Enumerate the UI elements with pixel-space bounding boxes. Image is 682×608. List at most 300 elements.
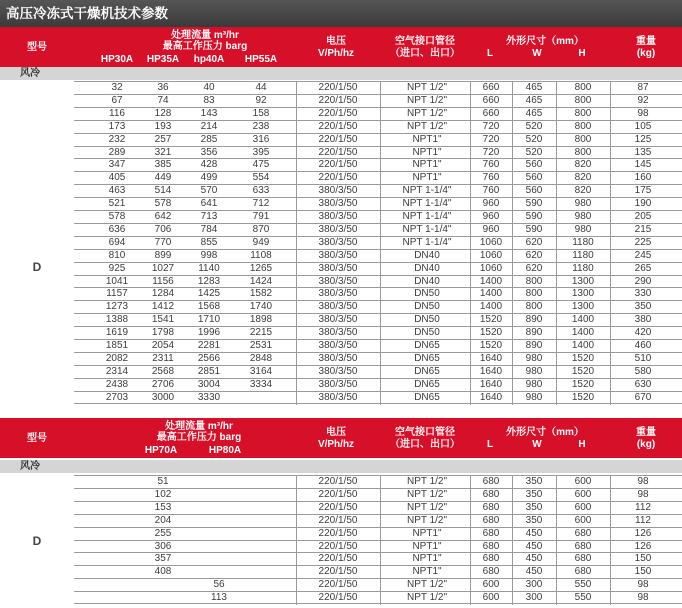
column-divider xyxy=(380,475,381,605)
table-row xyxy=(74,313,682,325)
table-cell: 660 xyxy=(482,107,500,119)
header-weight: 重量 xyxy=(636,427,656,438)
table-cell: 499 xyxy=(200,172,218,184)
table-cell: 32 xyxy=(111,82,123,93)
table-cell: 620 xyxy=(525,262,543,274)
table-cell: DN65 xyxy=(414,340,440,351)
table-cell: 160 xyxy=(634,172,652,184)
table-cell: NPT 1/2" xyxy=(406,94,448,106)
table-cell: 321 xyxy=(154,146,172,158)
table-cell: 380/3/50 xyxy=(318,211,358,222)
table-cell: 36 xyxy=(157,82,169,93)
table-cell: 1300 xyxy=(571,301,595,313)
table-cell: 87 xyxy=(637,82,649,93)
table-cell: 980 xyxy=(574,211,592,222)
table-cell: 680 xyxy=(482,553,500,565)
table-row xyxy=(74,591,682,604)
table-cell: 220/1/50 xyxy=(318,94,358,106)
table-cell: DN65 xyxy=(414,391,440,403)
table-cell: 800 xyxy=(574,82,592,93)
table-cell: 2531 xyxy=(249,340,273,351)
header-pressure-title: 最高工作压力 barg xyxy=(156,432,242,443)
table-cell: 1640 xyxy=(479,378,503,390)
header-weight-unit: (kg) xyxy=(636,48,656,59)
table-cell: 128 xyxy=(154,107,172,119)
model-series-label: D xyxy=(32,260,42,274)
table-cell: 220/1/50 xyxy=(318,476,358,487)
table-row xyxy=(74,120,682,132)
table-cell: 357 xyxy=(154,553,172,565)
table-cell: DN40 xyxy=(414,249,440,261)
table-cell: 820 xyxy=(574,185,592,197)
table-cell: NPT 1/2" xyxy=(406,488,448,500)
table-cell: 712 xyxy=(252,198,270,210)
header-pressure-title: 最高工作压力 barg xyxy=(162,41,248,52)
table-cell: NPT 1/2" xyxy=(406,514,448,526)
table-cell: 126 xyxy=(634,540,652,552)
table-cell: 590 xyxy=(525,198,543,210)
table-cell: 1520 xyxy=(571,378,595,390)
header-voltage: 电压 xyxy=(326,36,346,47)
table-cell: 641 xyxy=(200,198,218,210)
table-row xyxy=(74,365,682,377)
table-cell: 350 xyxy=(634,301,652,313)
table-cell: 680 xyxy=(574,540,592,552)
table-cell: NPT1" xyxy=(412,540,442,552)
column-divider xyxy=(512,81,513,405)
table-cell: NPT 1-1/4" xyxy=(402,211,452,222)
table-cell: NPT 1/2" xyxy=(406,501,448,513)
table-cell: 670 xyxy=(634,391,652,403)
column-divider xyxy=(296,81,297,405)
table-cell: 112 xyxy=(635,501,651,513)
header-dim-w: W xyxy=(532,439,542,450)
table-row xyxy=(74,171,682,183)
table-cell: 1640 xyxy=(479,352,503,364)
header-voltage-unit: V/Ph/hz xyxy=(317,48,355,59)
table-cell: 720 xyxy=(482,133,500,145)
table-cell: 1388 xyxy=(105,314,129,326)
table-cell: 3164 xyxy=(249,365,273,377)
table-cell: DN50 xyxy=(414,288,440,300)
table-cell: 465 xyxy=(525,82,543,93)
table-cell: 125 xyxy=(634,133,652,145)
table-cell: 450 xyxy=(525,540,543,552)
table-cell: 238 xyxy=(252,120,270,132)
table-cell: 800 xyxy=(525,275,543,287)
table-cell: 1400 xyxy=(479,301,503,313)
column-divider xyxy=(380,81,381,405)
table-cell: 760 xyxy=(482,172,500,184)
table-cell: 3330 xyxy=(197,391,221,403)
table-cell: 1640 xyxy=(479,391,503,403)
table-cell: NPT1" xyxy=(412,159,442,171)
table-cell: 350 xyxy=(525,514,543,526)
table-cell: 380/3/50 xyxy=(318,275,358,287)
table-cell: NPT1" xyxy=(412,553,442,565)
table-cell: 2851 xyxy=(197,365,221,377)
table-cell: 590 xyxy=(525,211,543,222)
table-cell: 145 xyxy=(634,159,652,171)
table-cell: 380/3/50 xyxy=(318,249,358,261)
table-cell: 1265 xyxy=(249,262,273,274)
table-cell: 232 xyxy=(108,133,126,145)
table-cell: 113 xyxy=(211,592,227,604)
table-cell: 380 xyxy=(634,314,652,326)
header-dim-l: L xyxy=(486,48,494,59)
table-cell: 1541 xyxy=(151,314,175,326)
table-cell: 980 xyxy=(525,378,543,390)
section-label: 风冷 xyxy=(0,460,682,473)
table-cell: 405 xyxy=(108,172,126,184)
table-cell: 1273 xyxy=(105,301,129,313)
table-row xyxy=(74,133,682,145)
table-cell: 720 xyxy=(482,146,500,158)
table-cell: 660 xyxy=(482,82,500,93)
table-cell: 1520 xyxy=(571,365,595,377)
column-divider xyxy=(556,475,557,605)
table-row xyxy=(74,391,682,404)
header-pipe-note: （进口、出口） xyxy=(390,48,460,59)
table-row xyxy=(74,352,682,364)
header-model-name: HP35A xyxy=(146,54,180,65)
table-cell: DN50 xyxy=(414,314,440,326)
table-cell: 245 xyxy=(634,249,652,261)
table-row xyxy=(74,210,682,222)
table-row xyxy=(74,287,682,299)
table-cell: 1300 xyxy=(571,288,595,300)
table-cell: 220/1/50 xyxy=(318,579,358,591)
table-cell: NPT 1/2" xyxy=(406,476,448,487)
table-cell: 520 xyxy=(525,146,543,158)
header-voltage-unit: V/Ph/hz xyxy=(317,439,355,450)
table-cell: 2082 xyxy=(105,352,129,364)
table-row xyxy=(74,197,682,209)
table-cell: 380/3/50 xyxy=(318,262,358,274)
table-cell: 3004 xyxy=(197,378,221,390)
table-cell: 2281 xyxy=(197,340,221,351)
table-cell: 680 xyxy=(482,514,500,526)
table-cell: 680 xyxy=(574,527,592,539)
table-cell: 890 xyxy=(525,340,543,351)
table-cell: 380/3/50 xyxy=(318,314,358,326)
table-cell: 1520 xyxy=(479,314,503,326)
table-cell: 44 xyxy=(255,82,267,93)
table-cell: 220/1/50 xyxy=(318,120,358,132)
column-divider xyxy=(610,81,611,405)
table-cell: 67 xyxy=(111,94,123,106)
table-cell: 83 xyxy=(203,94,215,106)
header-dim-w: W xyxy=(532,48,542,59)
table-cell: 116 xyxy=(109,107,125,119)
table-cell: 2314 xyxy=(105,365,129,377)
table-cell: 680 xyxy=(482,540,500,552)
table-cell: 2215 xyxy=(249,327,273,339)
table-cell: 1060 xyxy=(479,236,503,248)
table-cell: 578 xyxy=(108,211,126,222)
header-model: 型号 xyxy=(27,433,47,444)
table-cell: NPT1" xyxy=(412,566,442,578)
table-cell: 265 xyxy=(634,262,652,274)
table-cell: 475 xyxy=(252,159,270,171)
table-cell: 680 xyxy=(482,488,500,500)
table-cell: 855 xyxy=(200,236,218,248)
header-model-name: HP80A xyxy=(208,445,242,456)
table-cell: 92 xyxy=(637,94,649,106)
table-cell: NPT1" xyxy=(412,172,442,184)
table-cell: 800 xyxy=(574,120,592,132)
table-cell: 190 xyxy=(634,198,652,210)
table-cell: NPT 1-1/4" xyxy=(402,198,452,210)
table-cell: 560 xyxy=(525,159,543,171)
table-cell: NPT 1/2" xyxy=(406,592,448,604)
table-row xyxy=(74,578,682,590)
header-dim-h: H xyxy=(578,439,586,450)
table-cell: 1400 xyxy=(571,314,595,326)
table-cell: 449 xyxy=(154,172,172,184)
table-cell: 791 xyxy=(252,211,270,222)
table-cell: 1412 xyxy=(151,301,175,313)
table-cell: 255 xyxy=(154,527,172,539)
table-cell: 636 xyxy=(108,223,126,235)
table-cell: 350 xyxy=(525,476,543,487)
table-cell: 220/1/50 xyxy=(318,553,358,565)
table-cell: 980 xyxy=(525,352,543,364)
table-cell: NPT1" xyxy=(412,527,442,539)
spec-table xyxy=(0,475,682,605)
table-cell: 1851 xyxy=(105,340,129,351)
column-divider xyxy=(470,81,471,405)
header-model-name: HP55A xyxy=(244,54,278,65)
table-cell: 980 xyxy=(574,223,592,235)
table-cell: 1060 xyxy=(479,262,503,274)
header-model-name: HP30A xyxy=(100,54,134,65)
table-cell: NPT 1-1/4" xyxy=(402,223,452,235)
header-dimensions: 外形尺寸（mm） xyxy=(506,36,584,47)
table-cell: 220/1/50 xyxy=(318,540,358,552)
table-cell: 220/1/50 xyxy=(318,146,358,158)
table-cell: DN50 xyxy=(414,301,440,313)
table-cell: 300 xyxy=(525,592,543,604)
table-row xyxy=(74,81,682,93)
table-cell: 600 xyxy=(574,501,592,513)
table-cell: 642 xyxy=(154,211,172,222)
table-cell: 347 xyxy=(108,159,126,171)
table-cell: NPT 1-1/4" xyxy=(402,236,452,248)
table-cell: 356 xyxy=(200,146,218,158)
table-cell: 600 xyxy=(574,488,592,500)
table-row xyxy=(74,184,682,196)
table-cell: 760 xyxy=(482,185,500,197)
table-cell: 175 xyxy=(634,185,652,197)
header-flow-title: 处理流量 m³/hr xyxy=(165,421,233,432)
table-cell: 1060 xyxy=(479,249,503,261)
table-cell: 300 xyxy=(525,579,543,591)
table-cell: 1180 xyxy=(572,236,594,248)
table-cell: 380/3/50 xyxy=(318,327,358,339)
table-cell: 220/1/50 xyxy=(318,159,358,171)
table-cell: 220/1/50 xyxy=(318,488,358,500)
table-cell: 1027 xyxy=(151,262,175,274)
table-cell: 694 xyxy=(108,236,126,248)
table-cell: NPT1" xyxy=(412,146,442,158)
table-cell: 463 xyxy=(108,185,126,197)
table-cell: 330 xyxy=(634,288,652,300)
table-cell: 1041 xyxy=(105,275,129,287)
table-cell: 600 xyxy=(482,579,500,591)
table-row xyxy=(74,146,682,158)
table-row xyxy=(74,94,682,106)
table-cell: 560 xyxy=(525,185,543,197)
table-cell: 980 xyxy=(525,365,543,377)
table-cell: 428 xyxy=(200,159,218,171)
table-cell: 112 xyxy=(635,514,651,526)
table-cell: 620 xyxy=(525,236,543,248)
table-cell: 1140 xyxy=(198,262,220,274)
table-cell: 1180 xyxy=(572,262,594,274)
table-cell: DN50 xyxy=(414,327,440,339)
table-cell: 460 xyxy=(634,340,652,351)
header-model: 型号 xyxy=(27,42,47,53)
header-pipe: 空气接口管径 xyxy=(395,36,455,47)
table-cell: 520 xyxy=(525,120,543,132)
table-cell: 680 xyxy=(574,566,592,578)
table-cell: 800 xyxy=(574,146,592,158)
table-cell: 1996 xyxy=(197,327,221,339)
table-cell: 3000 xyxy=(151,391,175,403)
table-cell: 580 xyxy=(634,365,652,377)
column-divider xyxy=(556,81,557,405)
table-cell: 316 xyxy=(252,133,270,145)
table-row xyxy=(74,158,682,170)
table-cell: 290 xyxy=(634,275,652,287)
table-cell: 899 xyxy=(154,249,172,261)
table-cell: 800 xyxy=(525,288,543,300)
table-cell: 890 xyxy=(525,327,543,339)
table-cell: 550 xyxy=(574,592,592,604)
table-cell: 980 xyxy=(574,198,592,210)
table-row xyxy=(74,262,682,274)
table-cell: 220/1/50 xyxy=(318,133,358,145)
table-cell: 949 xyxy=(252,236,270,248)
table-cell: 1300 xyxy=(571,275,595,287)
table-row xyxy=(74,552,682,564)
table-cell: 465 xyxy=(525,107,543,119)
table-cell: 1400 xyxy=(479,275,503,287)
table-row xyxy=(74,475,682,487)
table-cell: 135 xyxy=(634,146,652,158)
table-cell: 408 xyxy=(154,566,172,578)
table-cell: 380/3/50 xyxy=(318,378,358,390)
table-row xyxy=(74,236,682,248)
table-cell: 98 xyxy=(637,592,649,604)
table-cell: 220/1/50 xyxy=(318,527,358,539)
table-cell: 578 xyxy=(154,198,172,210)
table-cell: 380/3/50 xyxy=(318,352,358,364)
column-divider xyxy=(512,475,513,605)
table-cell: 2311 xyxy=(152,352,174,364)
table-cell: 2703 xyxy=(105,391,129,403)
table-cell: 220/1/50 xyxy=(318,566,358,578)
header-model-name: hp40A xyxy=(193,54,225,65)
table-cell: NPT 1/2" xyxy=(406,82,448,93)
table-cell: 380/3/50 xyxy=(318,301,358,313)
table-cell: 510 xyxy=(634,352,652,364)
table-cell: 633 xyxy=(252,185,270,197)
table-cell: 620 xyxy=(525,249,543,261)
table-cell: 600 xyxy=(482,592,500,604)
table-cell: 680 xyxy=(482,476,500,487)
table-cell: 870 xyxy=(252,223,270,235)
table-row xyxy=(74,249,682,261)
spec-table xyxy=(0,81,682,405)
table-cell: 465 xyxy=(525,94,543,106)
table-cell: 380/3/50 xyxy=(318,365,358,377)
table-row xyxy=(74,326,682,338)
table-cell: 2706 xyxy=(151,378,175,390)
table-cell: 105 xyxy=(634,120,652,132)
header-dim-l: L xyxy=(486,439,494,450)
table-cell: 1400 xyxy=(479,288,503,300)
table-cell: 630 xyxy=(634,378,652,390)
table-cell: 680 xyxy=(482,527,500,539)
header-pipe-note: （进口、出口） xyxy=(390,439,460,450)
table-cell: 380/3/50 xyxy=(318,340,358,351)
table-cell: DN40 xyxy=(414,262,440,274)
table-cell: 2566 xyxy=(197,352,221,364)
table-cell: 1710 xyxy=(197,314,221,326)
table-cell: 420 xyxy=(634,327,652,339)
table-cell: 1520 xyxy=(479,327,503,339)
table-cell: 960 xyxy=(482,211,500,222)
table-cell: 2438 xyxy=(105,378,129,390)
table-cell: 150 xyxy=(634,566,652,578)
table-row xyxy=(74,223,682,235)
table-cell: 550 xyxy=(574,579,592,591)
table-cell: 1740 xyxy=(249,301,273,313)
table-cell: 1898 xyxy=(249,314,273,326)
table-cell: 102 xyxy=(154,488,172,500)
table-cell: 98 xyxy=(637,579,649,591)
table-row xyxy=(74,565,682,577)
table-cell: DN40 xyxy=(414,275,440,287)
table-cell: 74 xyxy=(157,94,169,106)
header-dimensions: 外形尺寸（mm） xyxy=(506,427,584,438)
table-cell: 153 xyxy=(154,501,172,513)
table-cell: 56 xyxy=(213,579,225,591)
header-weight-unit: (kg) xyxy=(636,439,656,450)
table-cell: 521 xyxy=(108,198,126,210)
table-cell: 1798 xyxy=(151,327,175,339)
table-cell: 820 xyxy=(574,172,592,184)
table-cell: 800 xyxy=(525,301,543,313)
table-cell: 385 xyxy=(154,159,172,171)
table-cell: 998 xyxy=(200,249,218,261)
table-cell: 720 xyxy=(482,120,500,132)
table-cell: 98 xyxy=(637,488,649,500)
table-cell: 1157 xyxy=(106,288,128,300)
table-cell: 554 xyxy=(252,172,270,184)
table-cell: 560 xyxy=(525,172,543,184)
table-cell: 215 xyxy=(634,223,652,235)
table-cell: 980 xyxy=(525,391,543,403)
table-cell: 380/3/50 xyxy=(318,185,358,197)
table-cell: 1425 xyxy=(197,288,221,300)
table-cell: 784 xyxy=(200,223,218,235)
table-cell: 770 xyxy=(154,236,172,248)
table-cell: 450 xyxy=(525,566,543,578)
table-cell: 800 xyxy=(574,94,592,106)
